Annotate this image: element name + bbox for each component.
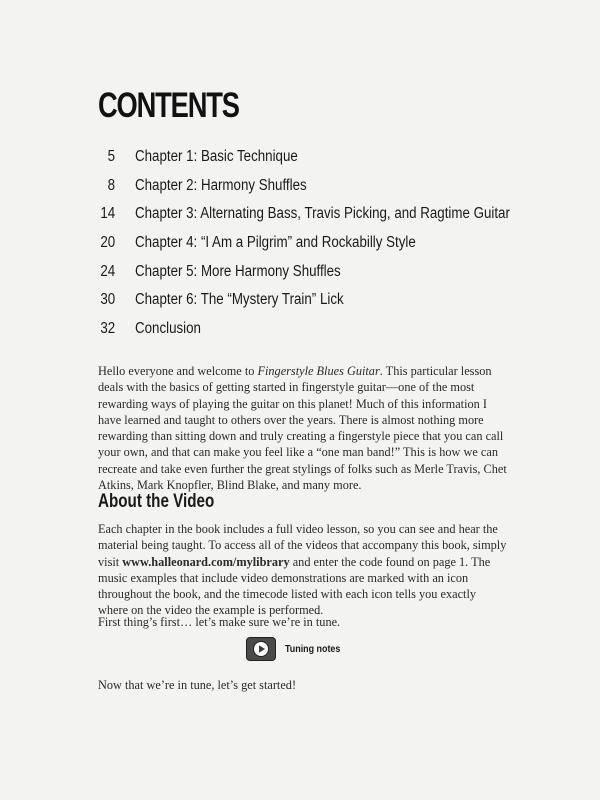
toc-title: Chapter 2: Harmony Shuffles <box>135 176 307 194</box>
video-text-start: Each chapter in the book includes a full video lesson, so you can see and hear the material being taught. To access all of the videos that accompany this book, simply visit <box>98 522 507 569</box>
toc-title: Chapter 5: More Harmony Shuffles <box>135 262 341 280</box>
about-video-paragraph <box>98 521 508 619</box>
toc-page-number: 30 <box>100 291 116 309</box>
toc-page-number: 20 <box>100 234 116 252</box>
toc-entry[interactable] <box>98 263 518 292</box>
toc-entry[interactable] <box>98 234 518 263</box>
intro-paragraph <box>98 363 508 493</box>
toc-title: Chapter 3: Alternating Bass, Travis Picking, and Ragtime Guitar <box>135 205 510 223</box>
toc-entry[interactable] <box>98 205 518 234</box>
toc-entry[interactable] <box>98 291 518 320</box>
toc-page-number: 32 <box>100 320 116 338</box>
toc-entry[interactable] <box>98 177 518 206</box>
intro-text-end: . This particular lesson deals with the basics of getting started in fingerstyle guitar—one of the most rewarding ways of playing the guitar on this planet! Much of this information I have learned and taught to others over the years. There is almost nothing more rewarding than sitting down and truly creating a fingerstyle piece that you can call your own, and that can make you feel like a “one man band!” This is how we can recreate and take even further the great stylings of folks such as Merle Travis, Chet Atkins, Mark Knopfler, Blind Blake, and many more. <box>98 364 507 493</box>
toc-page-number: 8 <box>107 176 115 194</box>
library-url-link[interactable]: www.halleonard.com/mylibrary <box>122 554 290 569</box>
tuning-notes-label: Tuning notes <box>285 643 341 655</box>
tuning-notes-marker[interactable] <box>246 637 350 661</box>
tune-instruction: First thing’s first… let’s make sure we’re in tune. <box>98 615 341 629</box>
about-video-heading: About the Video <box>98 491 215 512</box>
toc-title: Conclusion <box>135 320 201 338</box>
toc-entry[interactable] <box>98 148 518 177</box>
toc-title: Chapter 6: The “Mystery Train” Lick <box>135 291 344 309</box>
toc-title: Chapter 4: “I Am a Pilgrim” and Rockabilly Style <box>135 234 416 252</box>
contents-heading: CONTENTS <box>98 86 239 125</box>
video-text-end: and enter the code found on page 1. The music examples that include video demonstrations are marked with an icon throughout the book, and the timecode listed with each icon tells you exactly where on the video the example is performed. <box>98 554 491 618</box>
toc-page-number: 24 <box>100 262 116 280</box>
get-started-text: Now that we’re in tune, let’s get started! <box>98 678 297 692</box>
toc-page-number: 5 <box>107 148 115 165</box>
toc-page-number: 14 <box>100 205 116 223</box>
toc-title: Chapter 1: Basic Technique <box>135 148 298 165</box>
table-of-contents <box>98 148 518 349</box>
play-icon[interactable] <box>246 637 276 661</box>
intro-text-start: Hello everyone and welcome to <box>98 364 258 378</box>
book-title: Fingerstyle Blues Guitar <box>257 364 380 378</box>
toc-entry[interactable] <box>98 320 518 349</box>
